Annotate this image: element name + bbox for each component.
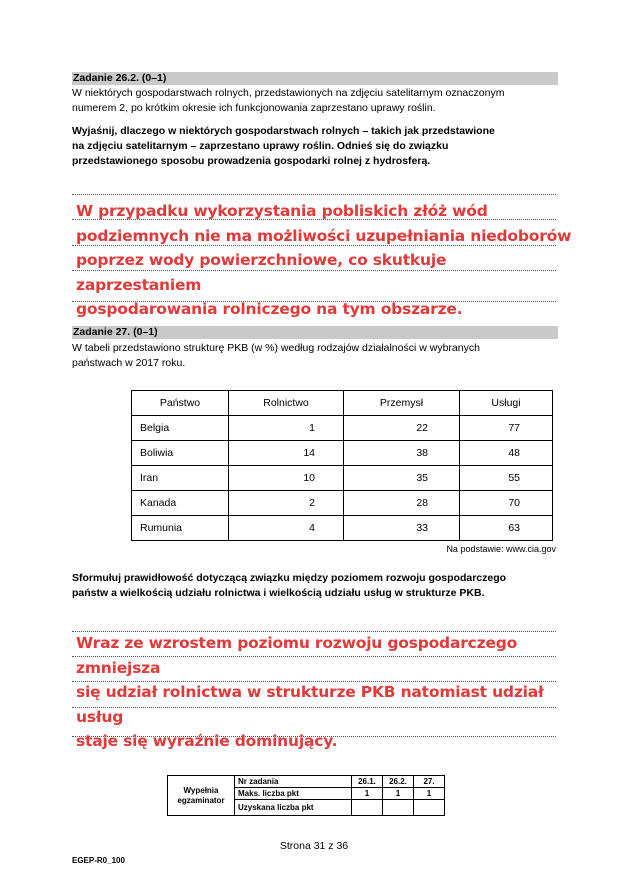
gdp-structure-table: [131, 390, 553, 541]
value-cell: 10: [229, 466, 344, 491]
task-27-intro: W tabeli przedstawiono strukturę PKB (w %) według rodzajów działalności w wybranych państwach w 2017 roku.: [72, 342, 480, 369]
page-number: Strona 31 z 36: [279, 840, 349, 852]
value-cell: 1: [229, 416, 344, 441]
value-cell: 38: [344, 441, 460, 466]
task-26-2-question: Wyjaśnij, dlaczego w niektórych gospodarstwach rolnych – takich jak przedstawione na zdjęciu satelitarnym – zaprzestano uprawy roślin. Odnieś się do związku przedstawionego sposobu prowadzenia gospodarki rolnej z hydrosferą.: [72, 125, 495, 167]
task-26-2-handwritten-answer: W przypadku wykorzystania pobliskich złóż wód podziemnych nie ma możliwości uzupełniania niedoborów poprzez wody powierzchniowe, co skutkuje zaprzestaniem gospodarowania rolniczego na tym obszarze.: [76, 202, 572, 318]
obtained-points-cell[interactable]: [352, 800, 383, 816]
task-27-handwritten-answer: Wraz ze wzrostem poziomu rozwoju gospodarczego zmniejsza się udział rolnictwa w strukturze PKB natomiast udział usług staje się wyraźnie dominujący.: [76, 634, 544, 750]
value-cell: 48: [460, 441, 553, 466]
task-27-header: Zadanie 27. (0–1): [72, 326, 558, 339]
max-points: 1: [352, 788, 383, 800]
value-cell: 14: [229, 441, 344, 466]
value-cell: 35: [344, 466, 460, 491]
column-header: Przemysł: [344, 391, 460, 416]
max-points: 1: [383, 788, 414, 800]
exam-code: EGEP-R0_100: [72, 856, 125, 865]
country-cell: Kanada: [132, 491, 229, 516]
task-number-label: Nr zadania: [235, 776, 352, 788]
value-cell: 55: [460, 466, 553, 491]
country-cell: Iran: [132, 466, 229, 491]
max-points-label: Maks. liczba pkt: [235, 788, 352, 800]
country-cell: Rumunia: [132, 516, 229, 541]
task-27-question: Sformułuj prawidłowość dotyczącą związku między poziomem rozwoju gospodarczego państw a wielkością udziału rolnictwa i wielkością udziału usług w strukturze PKB.: [72, 572, 507, 599]
task-number: 27.: [414, 776, 445, 788]
table-source: Na podstawie: www.cia.gov: [446, 544, 556, 554]
country-cell: Boliwia: [132, 441, 229, 466]
value-cell: 22: [344, 416, 460, 441]
value-cell: 2: [229, 491, 344, 516]
task-number: 26.2.: [383, 776, 414, 788]
table-row: [132, 516, 553, 541]
task-26-2-header: Zadanie 26.2. (0–1): [72, 72, 558, 85]
value-cell: 4: [229, 516, 344, 541]
examiner-label: Wypełnia egzaminator: [168, 776, 235, 816]
value-cell: 63: [460, 516, 553, 541]
country-cell: Belgia: [132, 416, 229, 441]
max-points: 1: [414, 788, 445, 800]
value-cell: 33: [344, 516, 460, 541]
table-header-row: [132, 391, 553, 416]
column-header: Państwo: [132, 391, 229, 416]
task-number: 26.1.: [352, 776, 383, 788]
value-cell: 70: [460, 491, 553, 516]
table-row: [132, 441, 553, 466]
value-cell: 77: [460, 416, 553, 441]
table-row: [132, 491, 553, 516]
task-26-2-intro: W niektórych gospodarstwach rolnych, przedstawionych na zdjęciu satelitarnym oznaczonym numerem 2, po krótkim okresie ich funkcjonowania zaprzestano uprawy roślin.: [72, 87, 505, 114]
examiner-score-table: [167, 775, 445, 816]
obtained-points-label: Uzyskana liczba pkt: [235, 800, 352, 816]
obtained-points-cell[interactable]: [414, 800, 445, 816]
column-header: Usługi: [460, 391, 553, 416]
answer-line: [72, 194, 556, 195]
column-header: Rolnictwo: [229, 391, 344, 416]
table-row: [132, 466, 553, 491]
value-cell: 28: [344, 491, 460, 516]
table-row: [132, 416, 553, 441]
obtained-points-cell[interactable]: [383, 800, 414, 816]
